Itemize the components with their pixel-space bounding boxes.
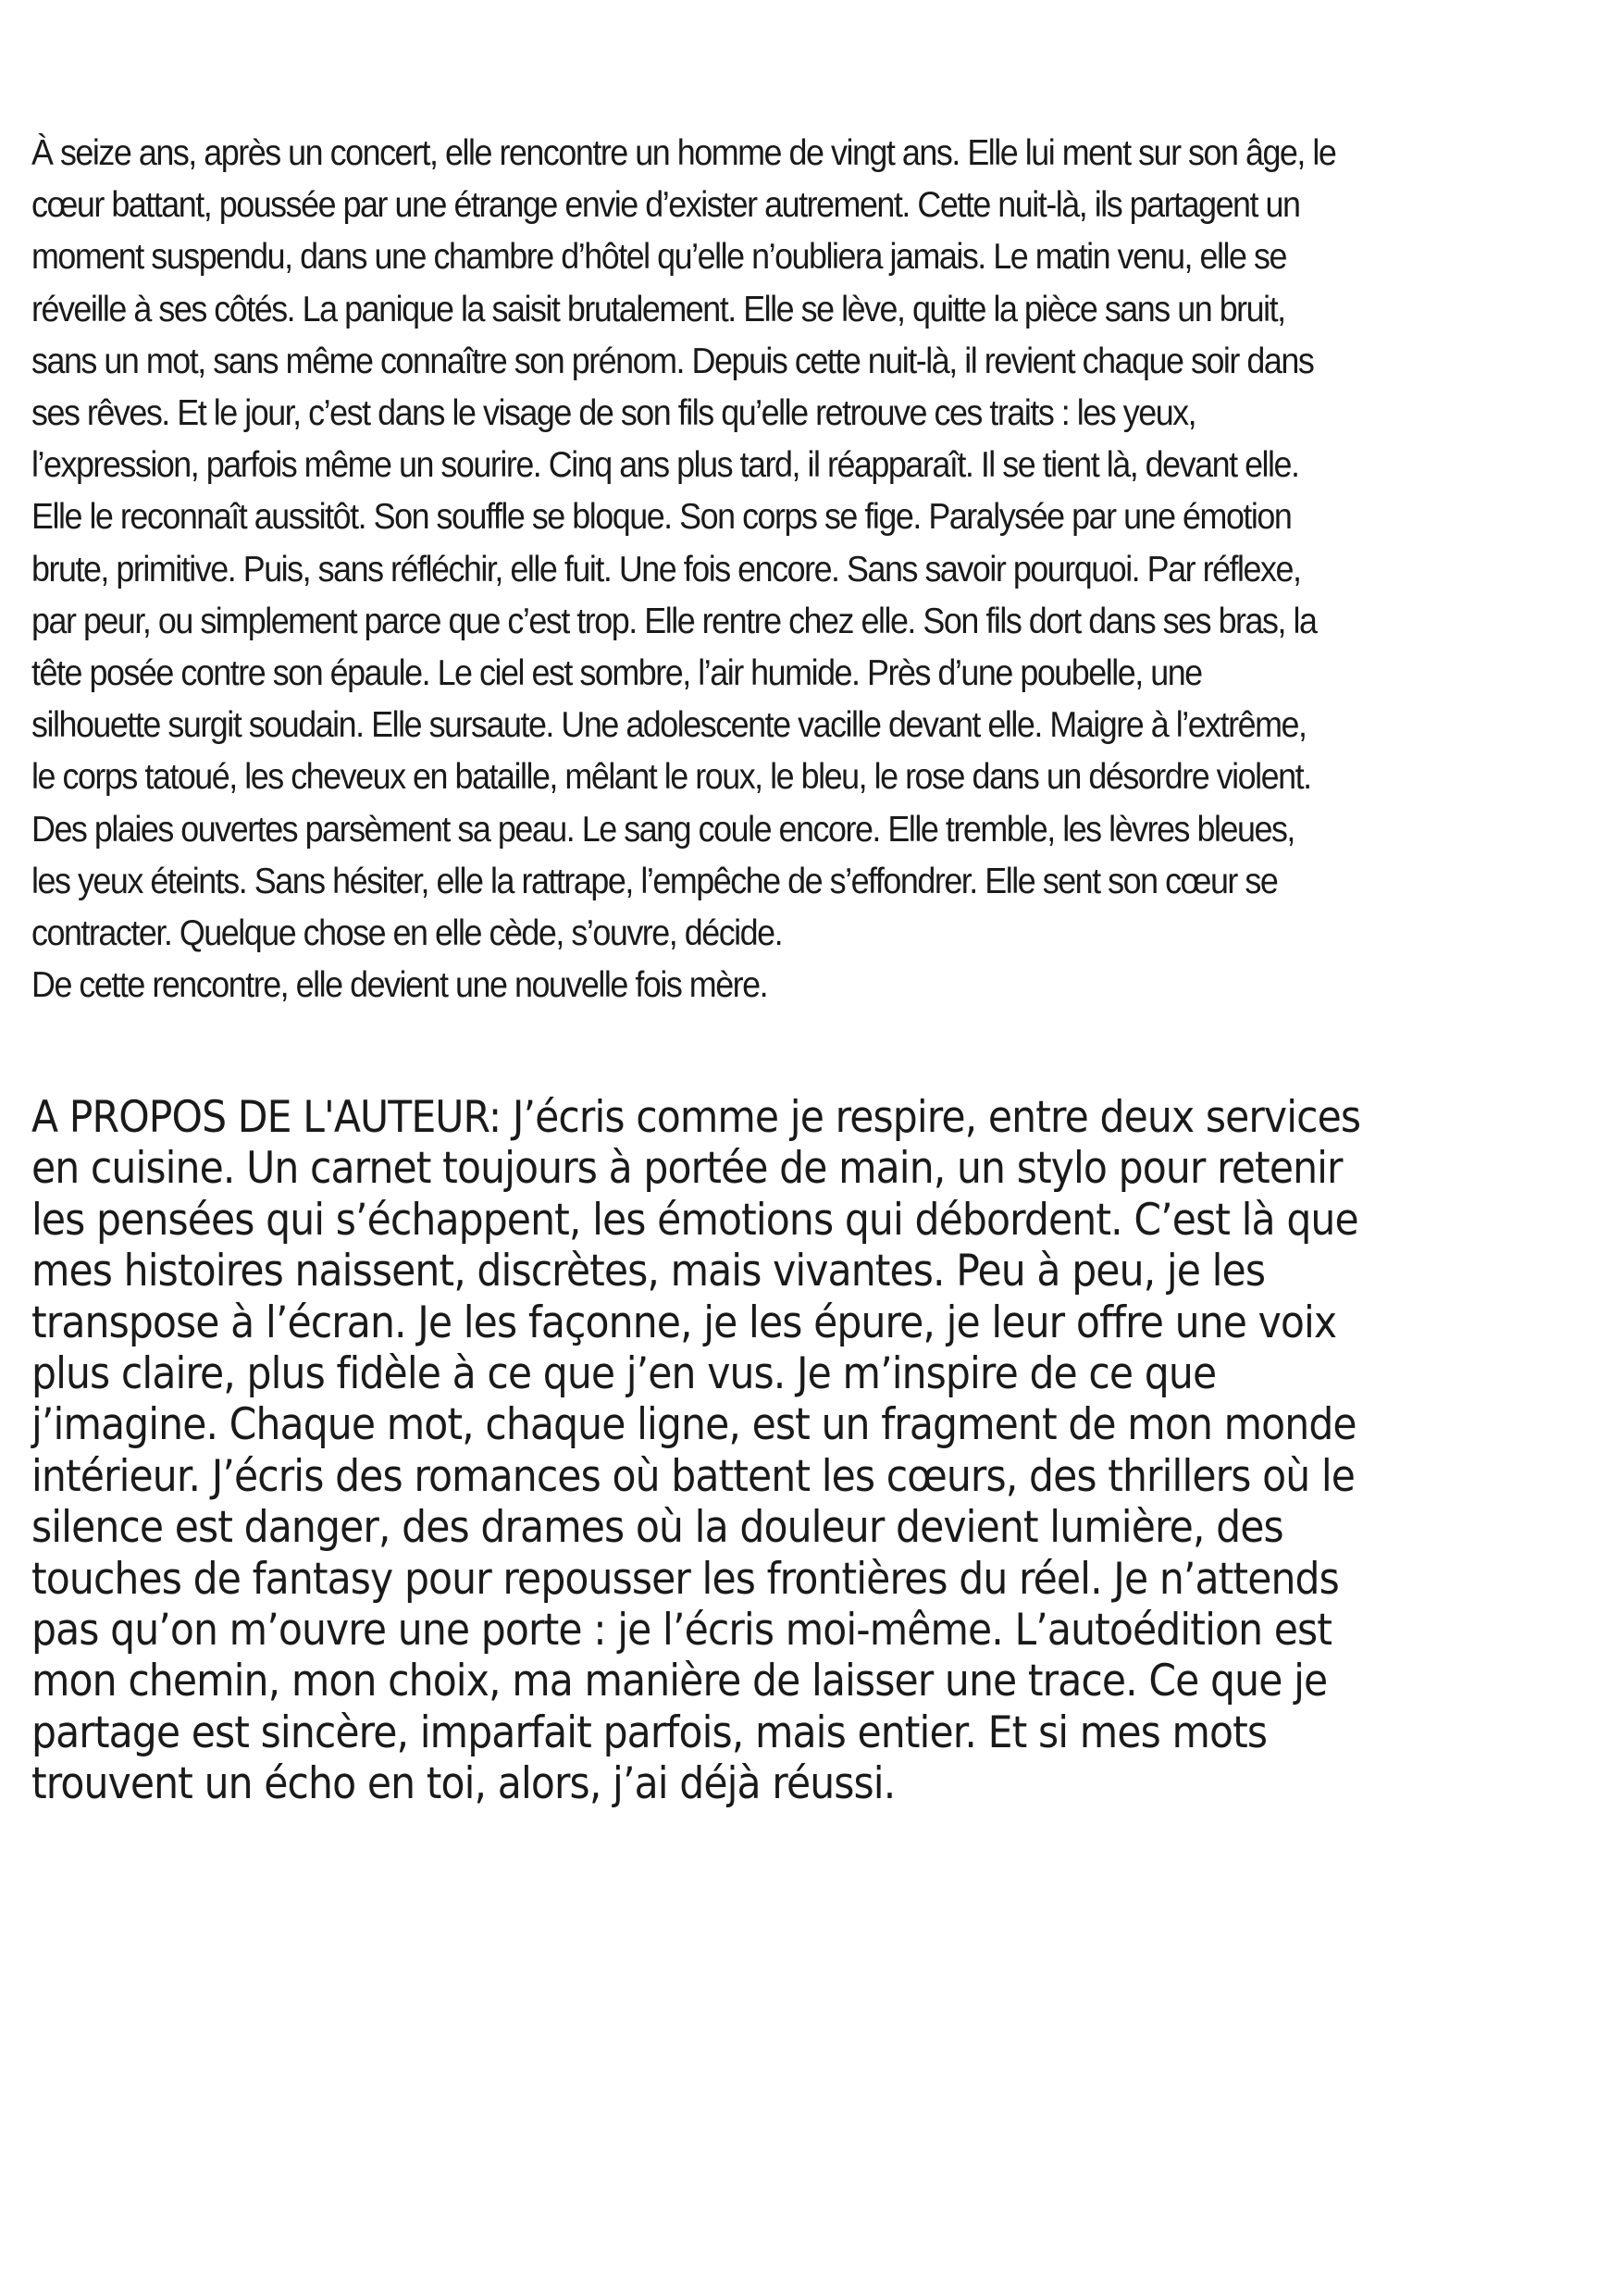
about-line: pas qu’on m’ouvre une porte : je l’écris moi-même. L’autoédition est [31,1605,1332,1657]
synopsis-line: silhouette surgit soudain. Elle sursaute. Une adolescente vacille devant elle. Maigre à l’extrême, [31,705,1307,746]
synopsis-line: Elle le reconnaît aussitôt. Son souffle se bloque. Son corps se fige. Paralysée par une émotion [31,497,1292,538]
synopsis-line: brute, primitive. Puis, sans réfléchir, elle fuit. Une fois encore. Sans savoir pourquoi. Par réflexe, [31,549,1301,590]
synopsis-line: cœur battant, poussée par une étrange envie d’exister autrement. Cette nuit-là, ils partagent un [31,185,1300,226]
synopsis-line: Des plaies ouvertes parsèment sa peau. Le sang coule encore. Elle tremble, les lèvres bleues, [31,809,1295,850]
about-line: trouvent un écho en toi, alors, j’ai déjà réussi. [31,1758,896,1810]
synopsis-line: moment suspendu, dans une chambre d’hôtel qu’elle n’oubliera jamais. Le matin venu, elle se [31,237,1286,278]
about-line: mes histoires naissent, discrètes, mais vivantes. Peu à peu, je les [31,1246,1266,1297]
about-line: transpose à l’écran. Je les façonne, je les épure, je leur offre une voix [31,1297,1337,1348]
about-line: A PROPOS DE L'AUTEUR: J’écris comme je respire, entre deux services [31,1092,1361,1143]
synopsis-line: sans un mot, sans même connaître son prénom. Depuis cette nuit-là, il revient chaque soir dans [31,341,1314,381]
synopsis-paragraph [31,128,1482,1011]
synopsis-line: De cette rencontre, elle devient une nouvelle fois mère. [31,965,768,1006]
about-line: les pensées qui s’échappent, les émotions qui débordent. C’est là que [31,1194,1358,1246]
synopsis-line: ses rêves. Et le jour, c’est dans le visage de son fils qu’elle retrouve ces traits : les yeux, [31,393,1196,434]
synopsis-line: l’expression, parfois même un sourire. Cinq ans plus tard, il réapparaît. Il se tient là, devant elle. [31,445,1299,486]
about-line: silence est danger, des drames où la douleur devient lumière, des [31,1502,1283,1554]
synopsis-line: À seize ans, après un concert, elle rencontre un homme de vingt ans. Elle lui ment sur son âge, le [31,133,1336,173]
about-author-paragraph [31,1092,1458,1810]
synopsis-line: le corps tatoué, les cheveux en bataille, mêlant le roux, le bleu, le rose dans un désordre violent. [31,757,1311,798]
synopsis-line: réveille à ses côtés. La panique la saisit brutalement. Elle se lève, quitte la pièce sans un bruit, [31,289,1285,329]
synopsis-line: les yeux éteints. Sans hésiter, elle la rattrape, l’empêche de s’effondrer. Elle sent son cœur se [31,861,1278,901]
synopsis-line: contracter. Quelque chose en elle cède, s’ouvre, décide. [31,913,783,954]
about-line: partage est sincère, imparfait parfois, mais entier. Et si mes mots [31,1706,1268,1758]
about-line: en cuisine. Un carnet toujours à portée de main, un stylo pour retenir [31,1143,1343,1195]
about-line: touches de fantasy pour repousser les frontières du réel. Je n’attends [31,1553,1339,1605]
about-line: intérieur. J’écris des romances où battent les cœurs, des thrillers où le [31,1450,1356,1502]
about-line: mon chemin, mon choix, ma manière de laisser une trace. Ce que je [31,1656,1328,1707]
synopsis-line: tête posée contre son épaule. Le ciel est sombre, l’air humide. Près d’une poubelle, une [31,653,1202,694]
synopsis-line: par peur, ou simplement parce que c’est trop. Elle rentre chez elle. Son fils dort dans ses bras, la [31,601,1317,641]
about-line: plus claire, plus fidèle à ce que j’en vus. Je m’inspire de ce que [31,1348,1217,1400]
about-line: j’imagine. Chaque mot, chaque ligne, est un fragment de mon monde [31,1399,1357,1451]
